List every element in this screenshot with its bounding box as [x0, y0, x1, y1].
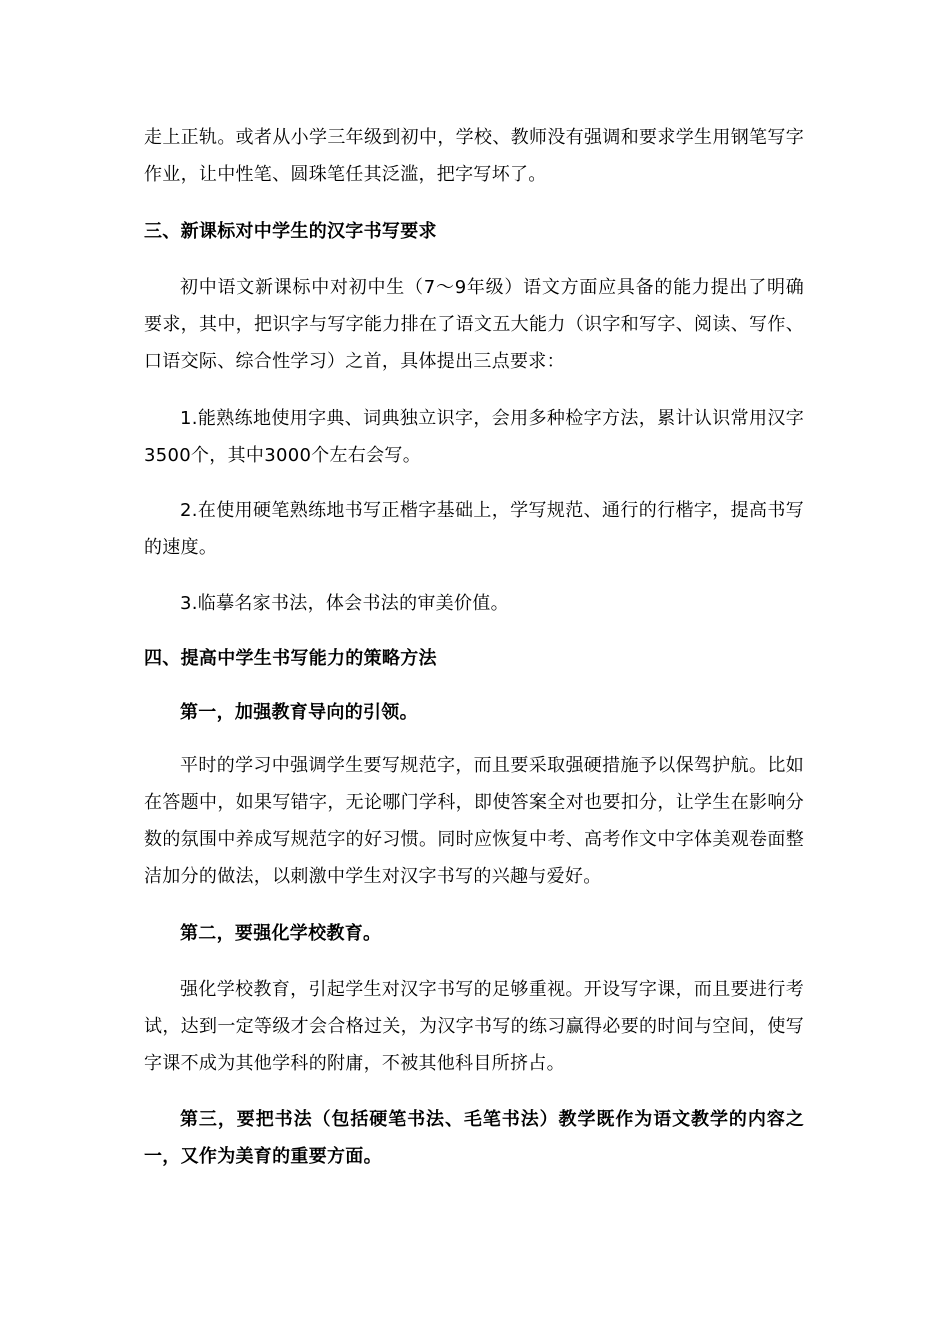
paragraph-strategy-1: 平时的学习中强调学生要写规范字，而且要采取强硬措施予以保驾护航。比如在答题中，如果写错字，无论哪门学科，即使答案全对也要扣分，让学生在影响分数的氛围中养成写规范字的好习惯。同时应恢复中考、高考作文中字体美观卷面整洁加分的做法，以刺激中学生对汉字书写的兴趣与爱好。 [144, 755, 804, 887]
strategy-heading-2: 第二，要强化学校教育。 [180, 923, 382, 944]
section-heading-3: 三、新课标对中学生的汉字书写要求 [144, 221, 437, 242]
paragraph-curriculum: 初中语文新课标中对初中生（7～9年级）语文方面应具备的能力提出了明确要求，其中，把识字与写字能力排在了语文五大能力（识字和写字、阅读、写作、口语交际、综合性学习）之首，具体提出三点要求： [144, 277, 804, 372]
requirement-item-1: 1.能熟练地使用字典、词典独立识字，会用多种检字方法，累计认识常用汉字3500个，其中3000个左右会写。 [144, 408, 804, 466]
requirement-item-3: 3.临摹名家书法，体会书法的审美价值。 [180, 593, 509, 614]
paragraph-continuation: 走上正轨。或者从小学三年级到初中，学校、教师没有强调和要求学生用钢笔写字作业，让中性笔、圆珠笔任其泛滥，把字写坏了。 [144, 127, 804, 185]
strategy-heading-1: 第一，加强教育导向的引领。 [180, 702, 418, 723]
strategy-heading-3: 第三，要把书法（包括硬笔书法、毛笔书法）教学既作为语文教学的内容之一，又作为美育的重要方面。 [144, 1109, 804, 1167]
requirement-item-2: 2.在使用硬笔熟练地书写正楷字基础上，学写规范、通行的行楷字，提高书写的速度。 [144, 500, 804, 558]
paragraph-strategy-2: 强化学校教育，引起学生对汉字书写的足够重视。开设写字课，而且要进行考试，达到一定等级才会合格过关，为汉字书写的练习赢得必要的时间与空间，使写字课不成为其他学科的附庸，不被其他科目所挤占。 [144, 979, 804, 1074]
section-heading-4: 四、提高中学生书写能力的策略方法 [144, 648, 437, 669]
